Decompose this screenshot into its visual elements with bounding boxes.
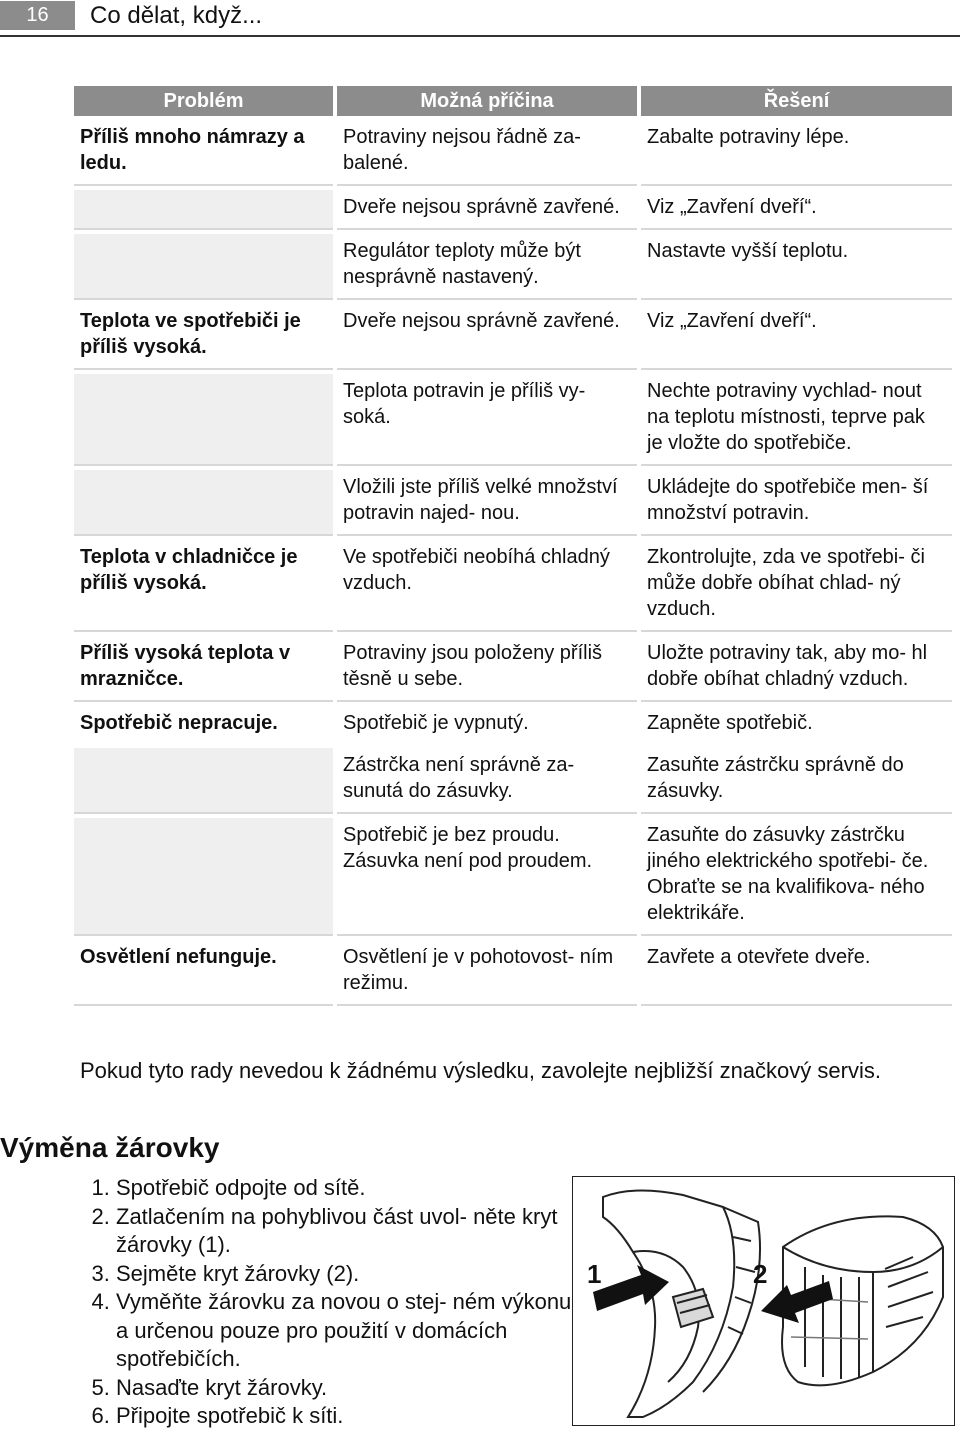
solution-cell: Zasuňte do zásuvky zástrčku jiného elektrického spotřebi- če. Obraťte se na kvalifikova- ného elektrikáře.	[641, 818, 952, 936]
step-item: 2. Zatlačením na pohyblivou část uvol- něte kryt žárovky (1).	[116, 1203, 586, 1260]
problem-cell: Příliš mnoho námrazy a ledu.	[74, 120, 333, 186]
solution-cell: Viz „Zavření dveří“.	[641, 304, 952, 370]
cause-cell: Dveře nejsou správně zavřené.	[337, 190, 637, 230]
page-header	[0, 0, 960, 36]
column-header-solution: Řešení	[641, 86, 952, 116]
problem-cell	[74, 234, 333, 300]
section-title: Výměna žárovky	[0, 1132, 220, 1163]
cause-cell: Vložili jste příliš velké množství potravin najed- nou.	[337, 470, 637, 536]
table-row	[74, 706, 952, 744]
header-rule	[0, 35, 960, 37]
table-header-row	[74, 86, 952, 116]
table-row	[74, 748, 952, 814]
solution-cell: Viz „Zavření dveří“.	[641, 190, 952, 230]
problem-cell: Teplota v chladničce je příliš vysoká.	[74, 540, 333, 632]
solution-cell: Zapněte spotřebič.	[647, 712, 813, 734]
lamp-cover-illustration	[572, 1176, 955, 1426]
cause-cell: Regulátor teploty může být nesprávně nastavený.	[337, 234, 637, 300]
problem-cell	[74, 748, 333, 814]
cause-cell: Potraviny nejsou řádně za- balené.	[337, 120, 637, 186]
step-item: 6. Připojte spotřebič k síti.	[116, 1402, 586, 1431]
step-item: 5. Nasaďte kryt žárovky.	[116, 1374, 586, 1403]
column-header-problem: Problém	[74, 86, 333, 116]
solution-cell: Nastavte vyšší teplotu.	[641, 234, 952, 300]
problem-cell: Příliš vysoká teplota v mrazničce.	[74, 636, 333, 702]
table-row	[74, 818, 952, 936]
step-item: 1. Spotřebič odpojte od sítě.	[116, 1174, 586, 1203]
solution-cell: Zabalte potraviny lépe.	[641, 120, 952, 186]
solution-cell: Nechte potraviny vychlad- nout na teplotu místnosti, teprve pak je vložte do spotřebiče.	[641, 374, 952, 466]
problem-cell	[74, 374, 333, 466]
troubleshooting-table	[70, 82, 956, 1010]
cause-cell: Spotřebič je bez proudu. Zásuvka není pod proudem.	[337, 818, 637, 936]
problem-cell	[74, 470, 333, 536]
cause-cell: Zástrčka není správně za- sunutá do zásuvky.	[337, 748, 637, 814]
table-row	[74, 234, 952, 300]
solution-cell: Zavřete a otevřete dveře.	[641, 940, 952, 1006]
callout-2: 2	[753, 1259, 768, 1289]
solution-cell: Ukládejte do spotřebiče men- ší množství potravin.	[641, 470, 952, 536]
table-row	[74, 940, 952, 1006]
table-row	[74, 374, 952, 466]
table-row	[74, 636, 952, 702]
step-item: 4. Vyměňte žárovku za novou o stej- ném výkonu a určenou pouze pro použití v domácích spotřebičích.	[116, 1288, 586, 1374]
problem-cell	[74, 818, 333, 936]
replacement-steps	[70, 1174, 586, 1431]
table-row	[74, 540, 952, 632]
problem-cell: Osvětlení nefunguje.	[74, 940, 333, 1006]
push-arrow-icon	[593, 1265, 669, 1311]
cause-cell: Osvětlení je v pohotovost- ním režimu.	[337, 940, 637, 1006]
solution-cell: Zasuňte zástrčku správně do zásuvky.	[641, 748, 952, 814]
cause-cell: Potraviny jsou položeny příliš těsně u sebe.	[337, 636, 637, 702]
solution-cell: Zkontrolujte, zda ve spotřebi- či může dobře obíhat chlad- ný vzduch.	[641, 540, 952, 632]
table-row	[74, 304, 952, 370]
table-row	[74, 120, 952, 186]
problem-cell: Teplota ve spotřebiči je příliš vysoká.	[74, 304, 333, 370]
column-header-cause: Možná příčina	[337, 86, 637, 116]
callout-1: 1	[587, 1259, 602, 1289]
chapter-title: Co dělat, když...	[90, 2, 263, 29]
table-row	[74, 190, 952, 230]
cause-cell: Teplota potravin je příliš vy- soká.	[337, 374, 637, 466]
problem-cell: Spotřebič nepracuje.	[80, 712, 278, 734]
cause-cell: Spotřebič je vypnutý.	[343, 712, 529, 734]
cause-cell: Ve spotřebiči neobíhá chladný vzduch.	[337, 540, 637, 632]
page-number: 16	[0, 1, 75, 30]
table-row	[74, 470, 952, 536]
problem-cell	[74, 190, 333, 230]
solution-cell: Uložte potraviny tak, aby mo- hl dobře obíhat chladný vzduch.	[641, 636, 952, 702]
cause-cell: Dveře nejsou správně zavřené.	[337, 304, 637, 370]
lamp-housing-drawing	[603, 1190, 760, 1417]
step-item: 3. Sejměte kryt žárovky (2).	[116, 1260, 586, 1289]
service-note: Pokud tyto rady nevedou k žádnému výsledku, zavolejte nejbližší značkový servis.	[80, 1058, 881, 1083]
